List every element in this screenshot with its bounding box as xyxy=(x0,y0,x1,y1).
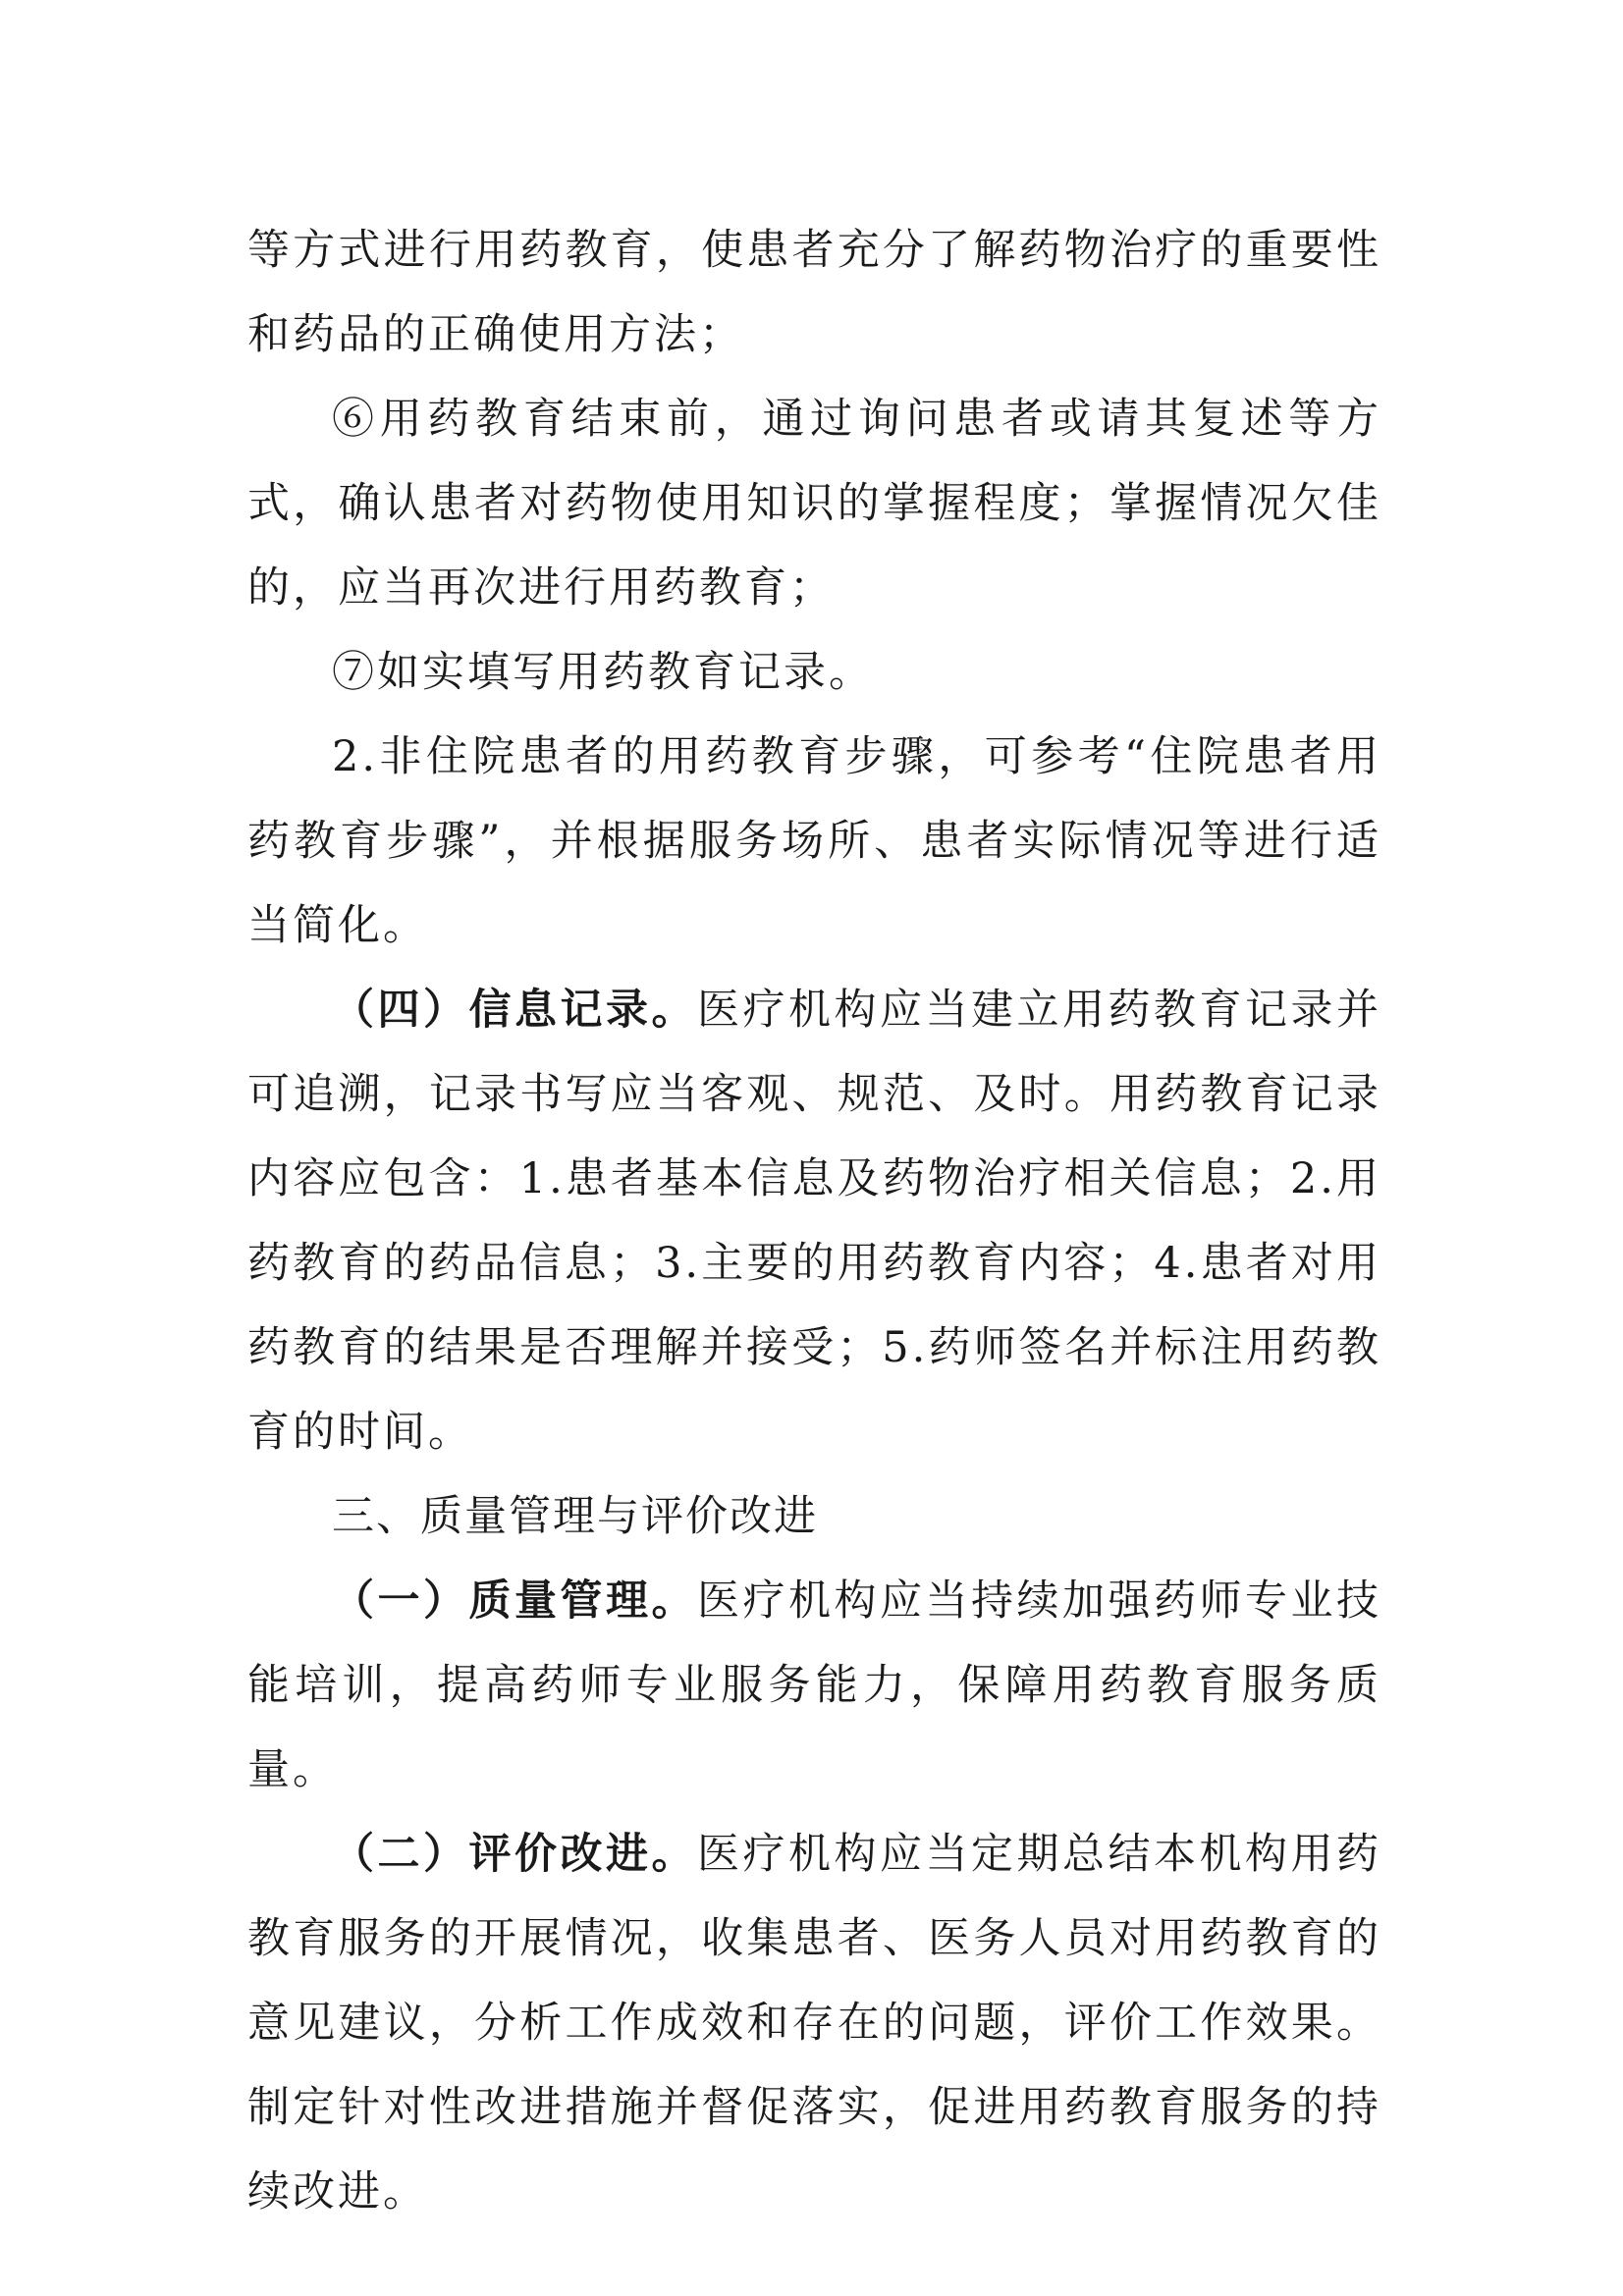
paragraph-information-record-body: 医疗机构应当建立用药教育记录并可追溯，记录书写应当客观、规范、及时。用药教育记录内容应包含：1.患者基本信息及药物治疗相关信息；2.用药教育的药品信息；3.主要的用药教育内容；4.患者对用药教育的结果是否理解并接受；5.药师签名并标注用药教育的时间。 xyxy=(247,986,1381,1457)
subheading-evaluation-improvement: （二）评价改进。 xyxy=(332,1830,697,1879)
document-body xyxy=(247,208,1381,2234)
subheading-quality-management: （一）质量管理。 xyxy=(332,1576,697,1626)
paragraph-evaluation-improvement xyxy=(247,1812,1381,2234)
section-heading-quality: 三、质量管理与评价改进 xyxy=(332,1492,818,1541)
paragraph-step-6: ⑥用药教育结束前，通过询问患者或请其复述等方式，确认患者对药物使用知识的掌握程度；掌握情况欠佳的，应当再次进行用药教育； xyxy=(247,395,1381,613)
paragraph-information-record xyxy=(247,968,1381,1474)
paragraph-quality-management-body: 医疗机构应当持续加强药师专业技能培训，提高药师专业服务能力，保障用药教育服务质量。 xyxy=(247,1576,1381,1794)
subheading-information-record: （四）信息记录。 xyxy=(332,986,697,1035)
paragraph-quality-management xyxy=(247,1559,1381,1812)
paragraph-outpatient-steps: 2.非住院患者的用药教育步骤，可参考“住院患者用药教育步骤”，并根据服务场所、患者实际情况等进行适当简化。 xyxy=(247,732,1381,950)
paragraph-continuation: 等方式进行用药教育，使患者充分了解药物治疗的重要性和药品的正确使用方法； xyxy=(247,226,1381,359)
paragraph-step-7: ⑦如实填写用药教育记录。 xyxy=(332,648,874,697)
paragraph-evaluation-improvement-body: 医疗机构应当定期总结本机构用药教育服务的开展情况，收集患者、医务人员对用药教育的意见建议，分析工作成效和存在的问题，评价工作效果。制定针对性改进措施并督促落实，促进用药教育服务的持续改进。 xyxy=(247,1830,1381,2216)
